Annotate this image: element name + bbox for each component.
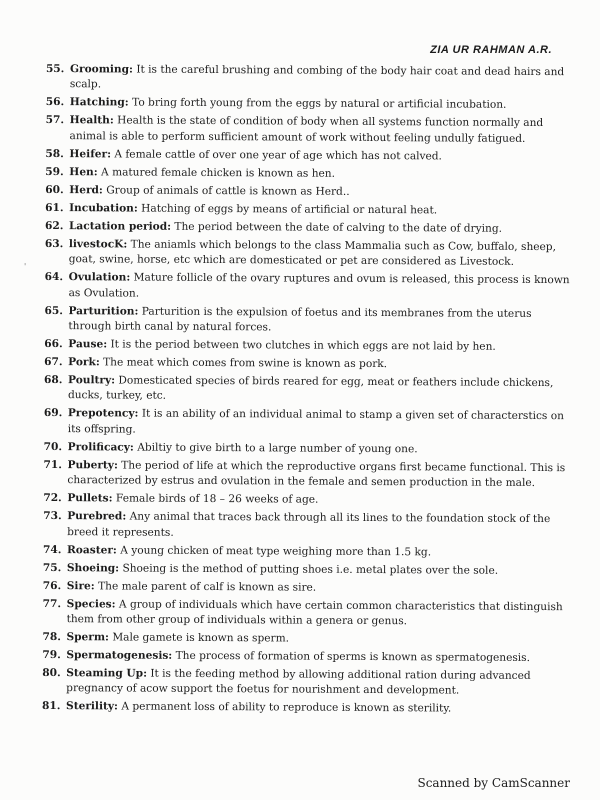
glossary-entry (44, 337, 576, 356)
entry-definition: Mature follicle of the ovary ruptures and ovum is released, this process is known as Ovulation. (68, 271, 570, 300)
entry-body (69, 165, 577, 184)
entry-number: 57. (45, 114, 65, 127)
entry-number: 69. (43, 407, 63, 420)
glossary-entry (42, 630, 574, 649)
entry-term: Species: (66, 597, 116, 611)
glossary-entry (43, 458, 575, 492)
entry-definition: A female cattle of over one year of age which has not calved. (110, 148, 442, 163)
glossary-entry (44, 406, 576, 440)
entry-definition: Shoeing is the method of putting shoes i.e. metal plates over the sole. (119, 562, 499, 577)
entry-body (69, 114, 577, 148)
entry-number: 70. (43, 440, 63, 453)
glossary-entry (43, 509, 575, 543)
entry-number: 65. (44, 304, 63, 317)
entry-term: Shoeing: (66, 561, 120, 575)
entry-term: Sire: (66, 579, 95, 592)
glossary-entry (45, 270, 577, 304)
entry-definition: Health is the state of condition of body when all systems function normally and animal is able to perform sufficient amount of work without feeling undully fatigued. (69, 114, 544, 145)
entry-term: livestocK: (68, 237, 128, 251)
entry-definition: Any animal that traces back through all its lines to the foundation stock of the breed it represents. (67, 510, 551, 539)
entry-term: Steaming Up: (66, 667, 148, 680)
entry-body (67, 509, 575, 543)
entry-definition: The meat which comes from swine is known as pork. (99, 356, 388, 371)
glossary-entry (42, 648, 574, 667)
entry-number: 66. (44, 338, 63, 351)
entry-body (67, 561, 575, 580)
entry-term: Pullets: (67, 492, 113, 505)
margin-mark: ' (24, 262, 27, 271)
entry-definition: Group of animals of cattle is known as Herd.. (102, 184, 350, 198)
entry-definition: It is the feeding method by allowing additional ration during advanced pregnancy of acow support the foetus for nourishment and development. (66, 667, 531, 698)
entry-number: 64. (44, 271, 64, 284)
entry-definition: Domesticated species of birds reared for egg, meat or feathers include chickens, ducks, turkey, etc. (67, 374, 554, 403)
entry-body (67, 579, 575, 598)
entry-definition: The period between the date of calving to the date of drying. (171, 220, 503, 235)
entry-number: 68. (44, 374, 63, 387)
entry-term: Lactation period: (68, 219, 172, 233)
entry-term: Parturition: (68, 304, 139, 318)
glossary-entry (45, 219, 577, 238)
glossary-entry (44, 440, 576, 459)
author-header: ZIA UR RAHMAN A.R. (430, 44, 552, 56)
entry-term: Hatching: (69, 96, 129, 109)
entry-number: 72. (43, 492, 62, 505)
entry-term: Health: (69, 114, 114, 127)
entry-term: Sterility: (66, 700, 119, 713)
entry-term: Prolificacy: (67, 440, 134, 454)
glossary-entry (45, 147, 577, 166)
entry-term: Spermatogenesis: (66, 649, 173, 662)
entry-definition: A young chicken of meat type weighing more than 1.5 kg. (116, 544, 432, 559)
entry-number: 71. (43, 458, 63, 471)
glossary-entry (45, 237, 577, 271)
entry-definition: A group of individuals which have certain common characteristics that distinguish them from other group of individuals within a genera or genus. (66, 598, 563, 628)
entry-term: Hen: (69, 165, 98, 179)
entry-term: Pork: (68, 356, 100, 369)
entry-term: Purebred: (67, 510, 127, 523)
entry-term: Roaster: (66, 543, 117, 557)
glossary-entry (44, 373, 576, 407)
entry-body (69, 270, 577, 304)
glossary-entry (45, 113, 577, 147)
entry-definition: Parturition is the expulsion of foetus and its membranes from the uterus through birth canal by natural forces. (68, 305, 532, 334)
entry-number: 75. (42, 561, 62, 574)
entry-number: 59. (45, 165, 64, 178)
entry-body (68, 407, 576, 441)
entry-number: 58. (45, 147, 64, 160)
glossary-entry (46, 62, 578, 96)
entry-definition: It is the period between two clutches in which eggs are not laid by hen. (107, 338, 496, 353)
entry-term: Heifer: (69, 147, 112, 161)
entry-definition: Abiltiy to give birth to a large number of young one. (133, 441, 418, 456)
entry-number: 73. (43, 510, 62, 523)
entry-number: 76. (42, 579, 62, 592)
entry-body (69, 219, 577, 238)
entry-body (68, 304, 576, 338)
entry-body (66, 648, 574, 667)
glossary-list (42, 62, 578, 721)
glossary-entry (45, 183, 577, 202)
entry-definition: The male parent of calf is known as sire. (94, 579, 317, 594)
entry-number: 67. (44, 356, 63, 369)
entry-number: 74. (42, 543, 62, 556)
glossary-entry (43, 561, 575, 580)
entry-definition: A permanent loss of ability to reproduce is known as sterility. (117, 700, 452, 715)
entry-number: 80. (42, 667, 61, 680)
entry-body (66, 666, 574, 700)
glossary-entry (42, 666, 574, 700)
entry-number: 55. (45, 62, 65, 76)
entry-number: 79. (42, 649, 61, 662)
entry-definition: A matured female chicken is known as hen. (97, 166, 336, 180)
entry-body (69, 183, 577, 202)
entry-definition: Male gamete is known as sperm. (108, 631, 290, 645)
glossary-entry (43, 579, 575, 598)
glossary-entry (43, 491, 575, 510)
glossary-entry (43, 597, 575, 631)
entry-body (70, 62, 578, 96)
entry-definition: Hatching of eggs by means of artificial or natural heat. (137, 202, 438, 217)
entry-body (67, 491, 575, 510)
entry-body (68, 440, 576, 459)
glossary-entry (43, 543, 575, 562)
entry-body (69, 201, 577, 220)
entry-number: 78. (42, 631, 61, 644)
entry-body (67, 458, 575, 492)
entry-body (68, 373, 576, 407)
entry-number: 81. (42, 700, 61, 713)
entry-number: 61. (45, 201, 64, 214)
entry-number: 56. (45, 96, 65, 109)
entry-definition: The period of life at which the reproductive organs first became functional. This is characterized by estrus and ovulation in the female and semen production in the male. (67, 459, 566, 490)
glossary-entry (45, 201, 577, 220)
entry-term: Puberty: (67, 458, 118, 472)
entry-number: 62. (44, 219, 64, 232)
glossary-entry (44, 304, 576, 338)
glossary-entry (45, 165, 577, 184)
entry-body (67, 597, 575, 631)
entry-term: Sperm: (66, 631, 110, 644)
entry-body (66, 630, 574, 649)
entry-term: Grooming: (69, 63, 134, 76)
entry-body (69, 237, 577, 271)
entry-term: Ovulation: (68, 271, 131, 284)
entry-number: 77. (42, 597, 62, 610)
entry-body (68, 337, 576, 356)
entry-definition: Female birds of 18 – 26 weeks of age. (112, 492, 319, 506)
entry-definition: It is an ability of an individual animal to stamp a given set of characterstics on its offspring. (67, 408, 565, 436)
scanner-watermark: Scanned by CamScanner (417, 776, 570, 790)
entry-body (67, 543, 575, 562)
glossary-entry (42, 699, 574, 718)
entry-definition: The process of formation of sperms is known as spermatogenesis. (172, 649, 531, 665)
glossary-entry (46, 95, 578, 114)
entry-term: Prepotency: (67, 407, 139, 421)
entry-body (68, 355, 576, 374)
entry-body (66, 700, 574, 719)
entry-term: Herd: (69, 183, 103, 197)
entry-number: 60. (45, 183, 64, 196)
entry-definition: It is the careful brushing and combing of the body hair coat and dead hairs and scalp. (69, 63, 565, 91)
entry-term: Pause: (68, 338, 108, 351)
entry-body (70, 96, 578, 115)
entry-definition: The aniamls which belongs to the class Mammalia such as Cow, buffalo, sheep, goat, swine, horse, etc which are domesticated or pet are considered as Livestock. (68, 238, 557, 269)
glossary-entry (44, 355, 576, 374)
entry-definition: To bring forth young from the eggs by natural or artificial incubation. (128, 96, 507, 112)
entry-term: Poultry: (68, 374, 116, 387)
entry-number: 63. (44, 237, 64, 250)
entry-body (69, 147, 577, 166)
entry-term: Incubation: (69, 201, 138, 215)
